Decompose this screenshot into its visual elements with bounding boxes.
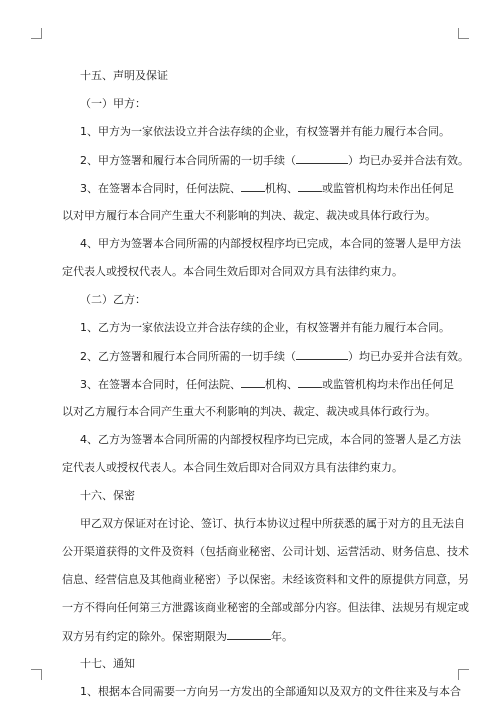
clause-text: 或监管机构均未作出任何足 [322,378,454,391]
clause-text: 2、乙方签署和履行本合同所需的一切手续（ [80,350,296,363]
fill-blank [296,153,348,164]
clause-text: 或监管机构均未作出任何足 [322,182,454,195]
fill-blank [298,181,322,192]
party-b-clause-4: 4、乙方为签署本合同所需的内部授权程序均已完成，本合同的签署人是乙方法 [80,433,461,446]
clause-text: 机构、 [265,378,298,391]
clause-text: 年。 [271,630,293,643]
party-a-clause-2 [80,153,469,168]
party-a-clause-4-cont: 定代表人或授权代表人。本合同生效后即对合同双方具有法律约束力。 [62,265,403,278]
fill-blank [241,377,265,388]
confidentiality-para-cont: 一方不得向任何第三方泄露该商业秘密的全部或部分内容。但法律、法规另有规定或 [62,601,469,614]
crop-mark-top-right [458,28,469,39]
clause-text: 2、甲方签署和履行本合同所需的一切手续（ [80,154,296,167]
party-a-clause-1: 1、甲方为一家依法设立并合法存续的企业，有权签署并有能力履行本合同。 [80,125,450,138]
clause-text: 双方另有约定的除外。保密期限为 [62,630,227,643]
confidentiality-para-cont [62,629,293,644]
clause-text: ）均已办妥并合法有效。 [348,350,469,363]
party-b-heading: （二）乙方： [80,293,146,306]
section-15-heading: 十五、声明及保证 [80,69,168,82]
notice-clause-1: 1、根据本合同需要一方向另一方发出的全部通知以及双方的文件往来及与本合 [80,685,461,698]
crop-mark-bottom-left [31,669,42,680]
section-16-heading: 十六、保密 [80,489,135,502]
fill-blank [241,181,265,192]
confidentiality-para-cont: 公开渠道获得的文件及资料（包括商业秘密、公司计划、运营活动、财务信息、技术 [62,545,469,558]
party-b-clause-2 [80,349,469,364]
clause-text: 机构、 [265,182,298,195]
clause-text: 3、在签署本合同时，任何法院、 [80,182,241,195]
party-b-clause-4-cont: 定代表人或授权代表人。本合同生效后即对合同双方具有法律约束力。 [62,461,403,474]
party-b-clause-3 [80,377,454,392]
confidentiality-para: 甲乙双方保证对在讨论、签订、执行本协议过程中所获悉的属于对方的且无法自 [80,517,465,530]
party-a-clause-4: 4、甲方为签署本合同所需的内部授权程序均已完成，本合同的签署人是甲方法 [80,237,461,250]
crop-mark-bottom-right [458,669,469,680]
fill-blank [298,377,322,388]
party-a-clause-3 [80,181,454,196]
party-a-clause-3-cont: 以对甲方履行本合同产生重大不利影响的判决、裁定、裁决或具体行政行为。 [62,209,436,222]
confidentiality-para-cont: 信息、经营信息及其他商业秘密）予以保密。未经该资料和文件的原提供方同意，另 [62,573,469,586]
crop-mark-top-left [31,28,42,39]
party-b-clause-3-cont: 以对乙方履行本合同产生重大不利影响的判决、裁定、裁决或具体行政行为。 [62,405,436,418]
fill-blank [227,629,271,640]
section-17-heading: 十七、通知 [80,657,135,670]
clause-text: 3、在签署本合同时，任何法院、 [80,378,241,391]
fill-blank [296,349,348,360]
party-b-clause-1: 1、乙方为一家依法设立并合法存续的企业，有权签署并有能力履行本合同。 [80,321,450,334]
clause-text: ）均已办妥并合法有效。 [348,154,469,167]
party-a-heading: （一）甲方： [80,97,146,110]
